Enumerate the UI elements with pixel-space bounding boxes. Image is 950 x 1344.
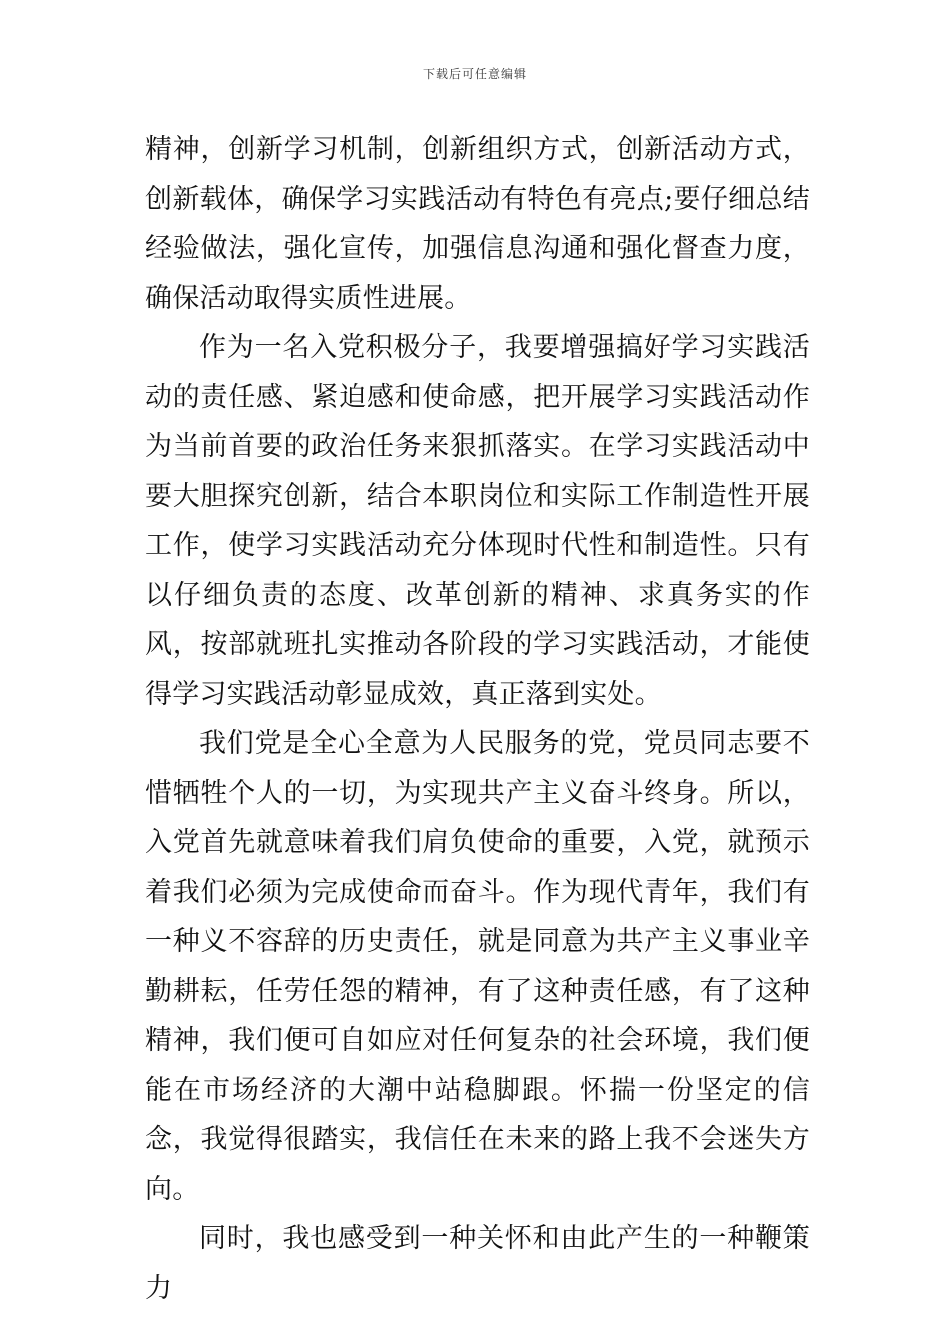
paragraph: 同时，我也感受到一种关怀和由此产生的一种鞭策力	[145, 1223, 810, 1304]
paragraph-continuation: 精神，创新学习机制，创新组织方式，创新活动方式，创新载体，确保学习实践活动有特色有亮点;要仔细总结经验做法，强化宣传，加强信息沟通和强化督查力度，确保活动取得实质性进展。	[145, 134, 810, 314]
header-note: 下载后可任意编辑	[422, 67, 527, 81]
paragraph: 我们党是全心全意为人民服务的党，党员同志要不惜牺牲个人的一切，为实现共产主义奋斗终身。所以，入党首先就意味着我们肩负使命的重要，入党，就预示着我们必须为完成使命而奋斗。作为现代青年，我们有一种义不容辞的历史责任，就是同意为共产主义事业辛勤耕耘，任劳任怨的精神，有了这种责任感，有了这种精神，我们便可自如应对任何复杂的社会环境，我们便能在市场经济的大潮中站稳脚跟。怀揣一份坚定的信念，我觉得很踏实，我信任在未来的路上我不会迷失方向。	[145, 728, 810, 1205]
paragraph: 作为一名入党积极分子，我要增强搞好学习实践活动的责任感、紧迫感和使命感，把开展学习实践活动作为当前首要的政治任务来狠抓落实。在学习实践活动中要大胆探究创新，结合本职岗位和实际工作制造性开展工作，使学习实践活动充分体现时代性和制造性。只有以仔细负责的态度、改革创新的精神、求真务实的作风，按部就班扎实推动各阶段的学习实践活动，才能使得学习实践活动彰显成效，真正落到实处。	[145, 332, 810, 710]
document-body	[145, 125, 810, 1313]
